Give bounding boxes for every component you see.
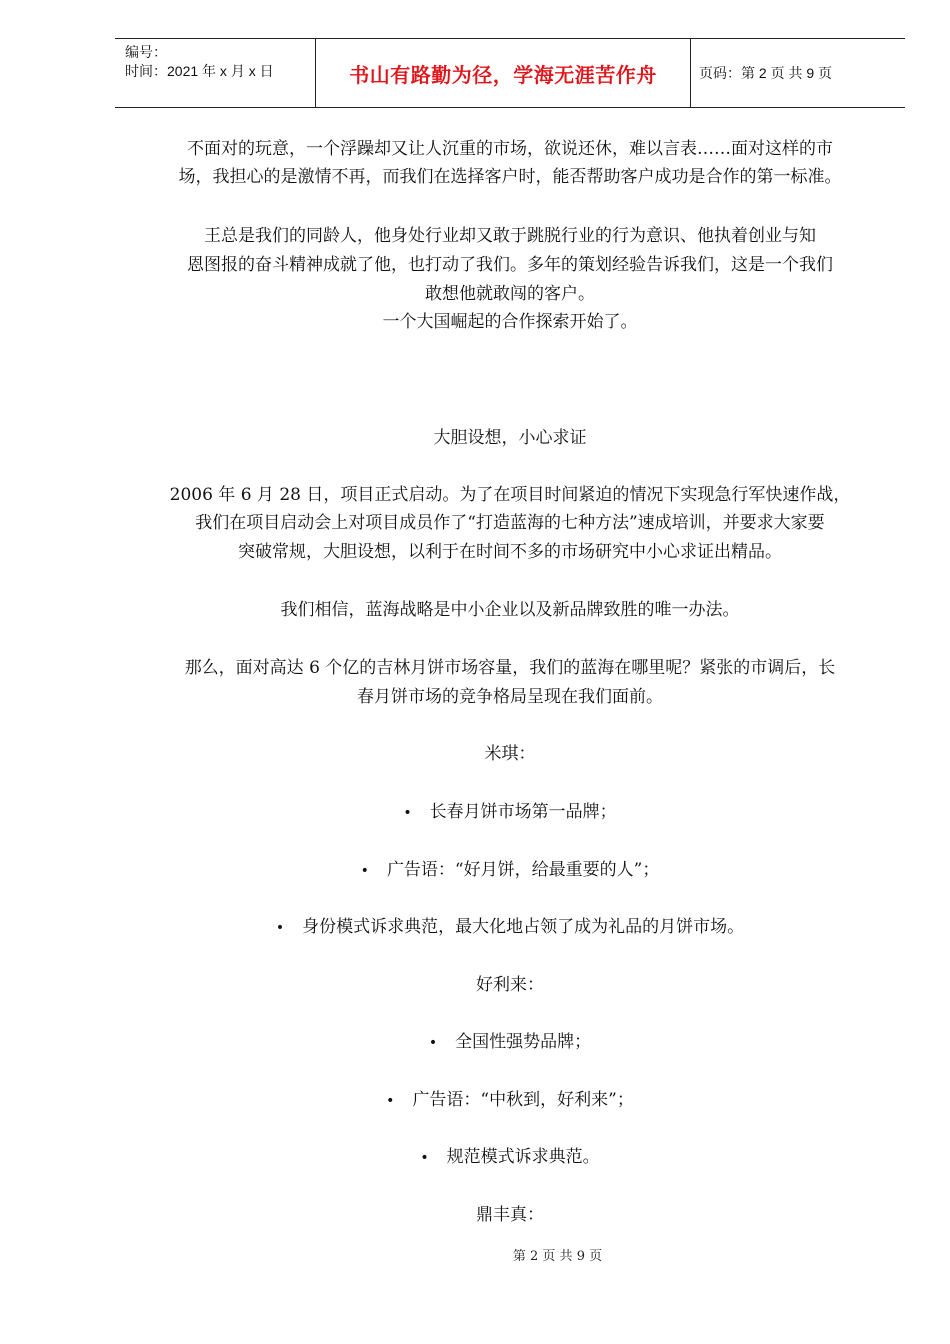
bullet-icon: • <box>360 863 369 879</box>
header-left-cell <box>115 39 315 107</box>
page-footer: 第 2 页 共 9 页 <box>512 1249 603 1264</box>
list-item-text: 长春月饼市场第一品牌； <box>429 802 617 822</box>
header-motto-cell <box>315 39 691 107</box>
list-item <box>140 1089 880 1112</box>
paragraph-line: 那么，面对高达 6 个亿的吉林月饼市场容量，我们的蓝海在哪里呢？紧张的市调后，长 <box>184 658 836 678</box>
brand-heading: 鼎丰真： <box>476 1205 544 1225</box>
header-page-code: 页码：第 2 页 共 9 页 <box>699 65 833 81</box>
paragraph-line: 场，我担心的是激情不再，而我们在选择客户时，能否帮助客户成功是合作的第一标准。 <box>178 167 842 187</box>
bullet-icon: • <box>420 1150 429 1166</box>
document-date-label: 时间：2021 年 x 月 x 日 <box>125 63 274 79</box>
list-item-text: 全国性强势品牌； <box>455 1032 592 1052</box>
list-item <box>140 859 880 882</box>
paragraph-line: 突破常规，大胆设想，以利于在时间不多的市场研究中小心求证出精品。 <box>238 542 782 562</box>
list-item-text: 身份模式诉求典范，最大化地占领了成为礼品的月饼市场。 <box>302 917 745 937</box>
bullet-icon: • <box>386 1093 395 1109</box>
bullet-icon: • <box>403 805 412 821</box>
list-item <box>140 1146 880 1169</box>
paragraph-line: 一个大国崛起的合作探索开始了。 <box>382 312 638 332</box>
list-item <box>140 1031 880 1054</box>
page-header <box>115 38 905 108</box>
list-item <box>140 801 880 824</box>
section-title: 大胆设想，小心求证 <box>433 428 587 448</box>
paragraph-line: 敢想他就敢闯的客户。 <box>425 284 595 304</box>
paragraph-line: 恩图报的奋斗精神成就了他，也打动了我们。多年的策划经验告诉我们，这是一个我们 <box>187 255 833 275</box>
paragraph-line: 不面对的玩意，一个浮躁却又让人沉重的市场，欲说还休，难以言表……面对这样的市 <box>187 139 833 159</box>
paragraph-line: 王总是我们的同龄人，他身处行业却又敢于跳脱行业的行为意识、他执着创业与知 <box>204 226 816 246</box>
header-page-cell <box>691 39 905 107</box>
bullet-icon: • <box>275 920 285 936</box>
paragraph-line: 我们在项目启动会上对项目成员作了“打造蓝海的七种方法”速成培训，并要求大家要 <box>195 513 825 533</box>
document-number-label: 编号： <box>125 44 167 60</box>
list-item-text: 广告语：“好月饼，给最重要的人”； <box>386 860 660 880</box>
bullet-icon: • <box>428 1035 438 1051</box>
list-item-text: 规范模式诉求典范。 <box>446 1147 600 1167</box>
paragraph-line: 我们相信，蓝海战略是中小企业以及新品牌致胜的唯一办法。 <box>280 600 740 620</box>
header-motto: 书山有路勤为径，学海无涯苦作舟 <box>349 62 657 87</box>
brand-heading: 好利来： <box>476 975 544 995</box>
list-item-text: 广告语：“中秋到，好利来”； <box>412 1090 634 1110</box>
list-item <box>140 916 880 939</box>
brand-heading: 米琪： <box>484 744 536 764</box>
paragraph-line: 春月饼市场的竞争格局呈现在我们面前。 <box>357 687 663 707</box>
paragraph-line: 2006 年 6 月 28 日，项目正式启动。为了在项目时间紧迫的情况下实现急行军快速作战， <box>169 485 851 505</box>
